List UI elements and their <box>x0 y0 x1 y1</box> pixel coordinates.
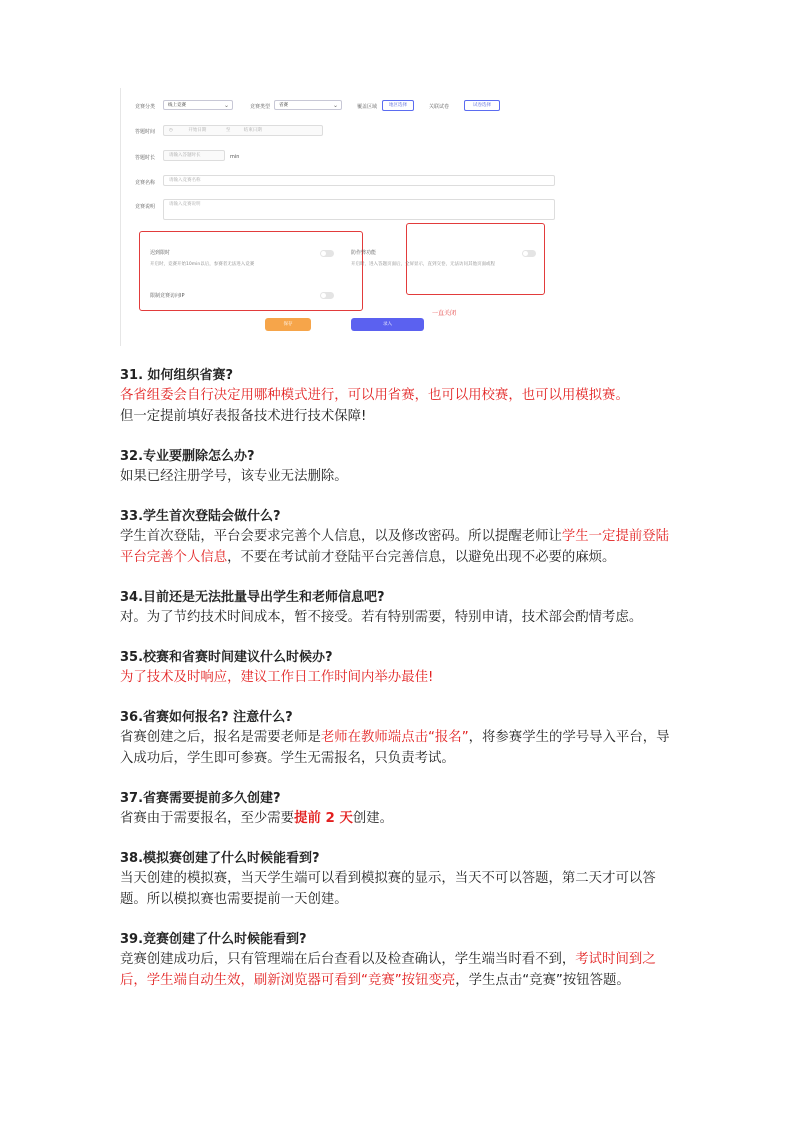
answer-text: 但一定提前填好表报备技术进行技术保障! <box>120 409 367 424</box>
answer-text: 竞赛创建成功后，只有管理端在后台查看以及检查确认，学生端当时看不到， <box>120 952 576 967</box>
answer-highlight: 为了技术及时响应，建议工作日工作时间内举办最佳! <box>120 670 434 685</box>
submit-button[interactable]: 录入 <box>351 318 424 331</box>
options-highlight-left <box>139 231 363 311</box>
name-label: 竞赛名称 <box>135 180 156 186</box>
duration-input[interactable]: 请输入答题时长 <box>163 150 225 161</box>
anticheat-note: 开启时，进入答题页面后，全屏显示，直到交卷，无法访问其他页面或程 <box>351 262 495 267</box>
category-value: 线上竞赛 <box>168 103 186 108</box>
duration-unit: min <box>230 154 240 160</box>
faq-question: 38.模拟赛创建了什么时候能看到? <box>120 851 320 866</box>
faq-answer <box>120 526 680 568</box>
competition-form-screenshot <box>120 88 561 346</box>
faq-answer <box>120 607 680 628</box>
faq-item <box>120 708 680 769</box>
type-value: 省赛 <box>279 103 288 108</box>
faq-answer <box>120 667 680 688</box>
end-date-placeholder: 结束日期 <box>243 128 262 133</box>
range-separator: 至 <box>225 128 231 133</box>
faq-answer <box>120 808 680 829</box>
time-label: 答题时间 <box>135 129 156 135</box>
faq-answer <box>120 727 680 769</box>
answer-highlight: 各省组委会自行决定用哪种模式进行，可以用省赛，也可以用校赛，也可以用模拟赛。 <box>120 388 629 403</box>
answer-text: ，不要在考试前才登陆平台完善信息，以避免出现不必要的麻烦。 <box>227 550 616 565</box>
faq-answer <box>120 868 680 910</box>
description-textarea[interactable]: 请输入竞赛说明 <box>163 199 555 220</box>
paper-label: 关联试卷 <box>429 104 450 110</box>
answer-highlight: 提前 2 天 <box>294 811 353 826</box>
region-label: 覆盖区域 <box>357 104 378 110</box>
answer-text: ，将参赛学生的学号导入平台，导入成功后，学生即可参赛。学生无需报名，只负责考试。 <box>120 730 670 766</box>
faq-answer <box>120 406 680 427</box>
faq-question: 33.学生首次登陆会做什么? <box>120 509 281 524</box>
options-highlight-right <box>406 223 545 295</box>
answer-highlight: 老师在教师端点击“报名” <box>320 730 469 745</box>
chevron-down-icon: ⌄ <box>223 102 229 109</box>
answer-text: 学生首次登陆，平台会要求完善个人信息，以及修改密码。所以提醒老师让 <box>120 529 562 544</box>
start-date-placeholder: 开始日期 <box>188 128 207 133</box>
answer-text: 对。为了节约技术时间成本，暂不接受。若有特别需要，特别申请，技术部会酌情考虑。 <box>120 610 643 625</box>
region-select-button[interactable]: 地区选择 <box>382 100 414 111</box>
answer-text: 如果已经注册学号，该专业无法删除。 <box>120 469 348 484</box>
chevron-down-icon: ⌄ <box>332 102 338 109</box>
answer-text: 当天创建的模拟赛，当天学生端可以看到模拟赛的显示，当天不可以答题，第二天才可以答题。所以模拟赛也需要提前一天创建。 <box>120 871 656 907</box>
late-limit-note: 开启时，竞赛开始10min以后，参赛者无法进入竞赛 <box>150 262 255 267</box>
faq-list <box>120 366 680 991</box>
answer-text: ，学生点击“竞赛”按钮答题。 <box>455 973 630 988</box>
faq-question: 36.省赛如何报名? 注意什么? <box>120 710 293 725</box>
faq-question: 39.竞赛创建了什么时候能看到? <box>120 932 307 947</box>
paper-select-button[interactable]: 试卷选择 <box>464 100 500 111</box>
faq-item <box>120 507 680 568</box>
faq-item <box>120 447 680 487</box>
late-limit-title: 迟到限时 <box>150 250 171 256</box>
faq-answer <box>120 466 680 487</box>
ip-limit-title: 限制竞赛访问IP <box>150 293 185 299</box>
ip-limit-toggle[interactable] <box>320 292 334 299</box>
answer-highlight: 考试时间到之后，学生端自动生效，刷新浏览器可看到“竞赛”按钮变亮 <box>120 952 656 988</box>
type-select[interactable] <box>274 100 342 110</box>
anticheat-toggle[interactable] <box>522 250 536 257</box>
faq-question: 35.校赛和省赛时间建议什么时候办? <box>120 650 333 665</box>
faq-item <box>120 588 680 628</box>
anticheat-title: 防作弊功能 <box>351 250 377 256</box>
faq-question: 32.专业要删除怎么办? <box>120 449 255 464</box>
competition-name-input[interactable]: 请输入竞赛名称 <box>163 175 555 186</box>
date-range-input[interactable] <box>163 125 323 136</box>
faq-answer <box>120 949 680 991</box>
answer-text: 创建。 <box>352 811 394 826</box>
faq-item <box>120 789 680 829</box>
category-select[interactable] <box>163 100 233 110</box>
calendar-icon: ◷ <box>169 128 173 133</box>
category-label: 竞赛分类 <box>135 104 156 110</box>
faq-question: 31. 如何组织省赛? <box>120 368 234 383</box>
faq-question: 37.省赛需要提前多久创建? <box>120 791 281 806</box>
answer-highlight: 学生一定提前登陆平台完善个人信息 <box>120 529 670 565</box>
save-button[interactable]: 保存 <box>265 318 311 331</box>
duration-label: 答题时长 <box>135 155 156 161</box>
answer-text: 省赛由于需要报名，至少需要 <box>120 811 295 826</box>
faq-answer <box>120 385 680 406</box>
description-label: 竞赛说明 <box>135 204 156 210</box>
answer-text: 省赛创建之后，报名是需要老师是 <box>120 730 321 745</box>
faq-question: 34.目前还是无法批量导出学生和老师信息吧? <box>120 590 385 605</box>
anticheat-off-annotation: 一直关闭 <box>432 310 457 317</box>
late-limit-toggle[interactable] <box>320 250 334 257</box>
faq-item <box>120 849 680 910</box>
faq-item <box>120 366 680 427</box>
type-label: 竞赛类型 <box>250 104 271 110</box>
faq-item <box>120 930 680 991</box>
faq-item <box>120 648 680 688</box>
